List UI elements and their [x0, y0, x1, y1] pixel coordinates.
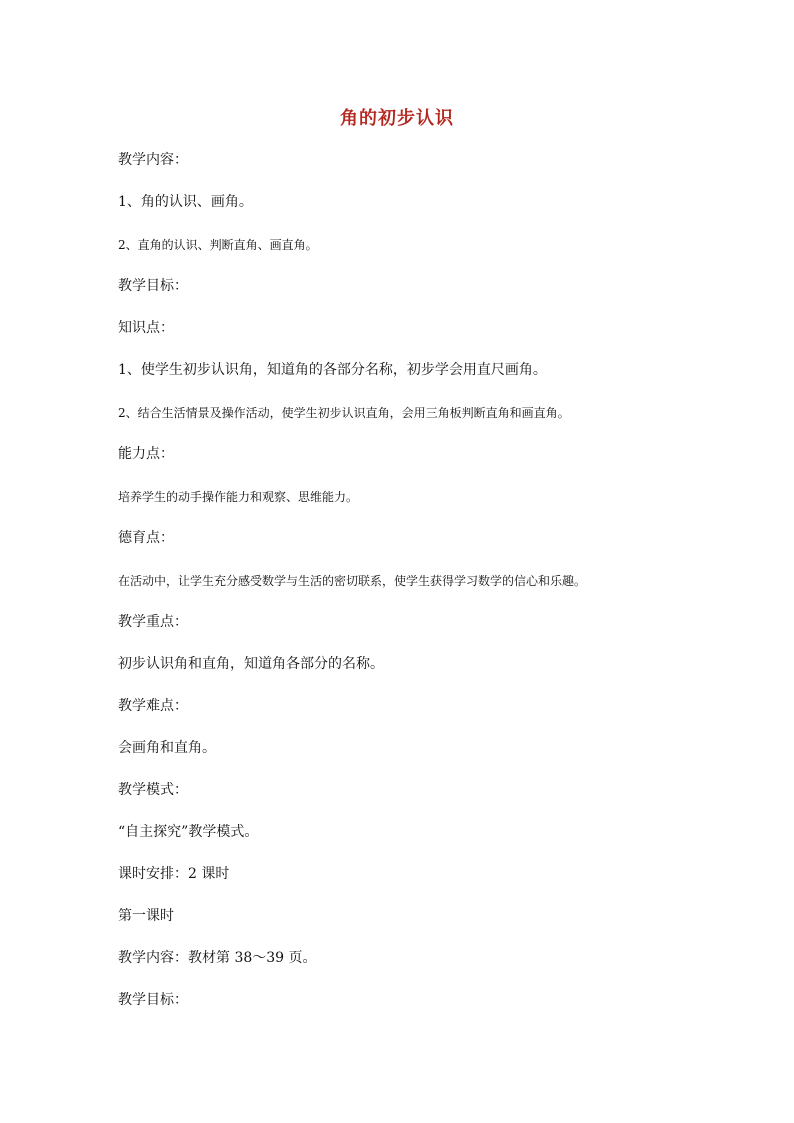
first-lesson-goals-heading: 教学目标：	[118, 992, 188, 1008]
knowledge-item-2: 2、结合生活情景及操作活动，使学生初步认识直角，会用三角板判断直角和画直角。	[118, 406, 570, 420]
moral-text: 在活动中，让学生充分感受数学与生活的密切联系，使学生获得学习数学的信心和乐趣。	[118, 574, 587, 588]
subheading-knowledge-points: 知识点：	[118, 320, 174, 336]
document-title: 角的初步认识	[340, 108, 454, 129]
section-heading-difficulties: 教学难点：	[118, 698, 188, 714]
section-heading-teaching-content: 教学内容：	[118, 152, 188, 168]
subheading-ability-points: 能力点：	[118, 446, 174, 462]
class-hours-text: 课时安排：2 课时	[118, 866, 230, 882]
content-item-1: 1、角的认识、画角。	[118, 194, 253, 210]
section-heading-key-points: 教学重点：	[118, 614, 188, 630]
section-heading-teaching-goals: 教学目标：	[118, 278, 188, 294]
key-points-text: 初步认识角和直角，知道角各部分的名称。	[118, 656, 384, 672]
subheading-moral-points: 德育点：	[118, 530, 174, 546]
difficulties-text: 会画角和直角。	[118, 740, 216, 756]
ability-text: 培养学生的动手操作能力和观察、思维能力。	[118, 490, 359, 504]
teaching-mode-text: “自主探究”教学模式。	[118, 824, 259, 840]
content-item-2: 2、直角的认识、判断直角、画直角。	[118, 238, 318, 252]
first-lesson-heading: 第一课时	[118, 908, 174, 924]
first-lesson-content-text: 教学内容：教材第 38～39 页。	[118, 950, 317, 966]
section-heading-teaching-mode: 教学模式：	[118, 782, 188, 798]
knowledge-item-1: 1、使学生初步认识角，知道角的各部分名称，初步学会用直尺画角。	[118, 362, 547, 378]
